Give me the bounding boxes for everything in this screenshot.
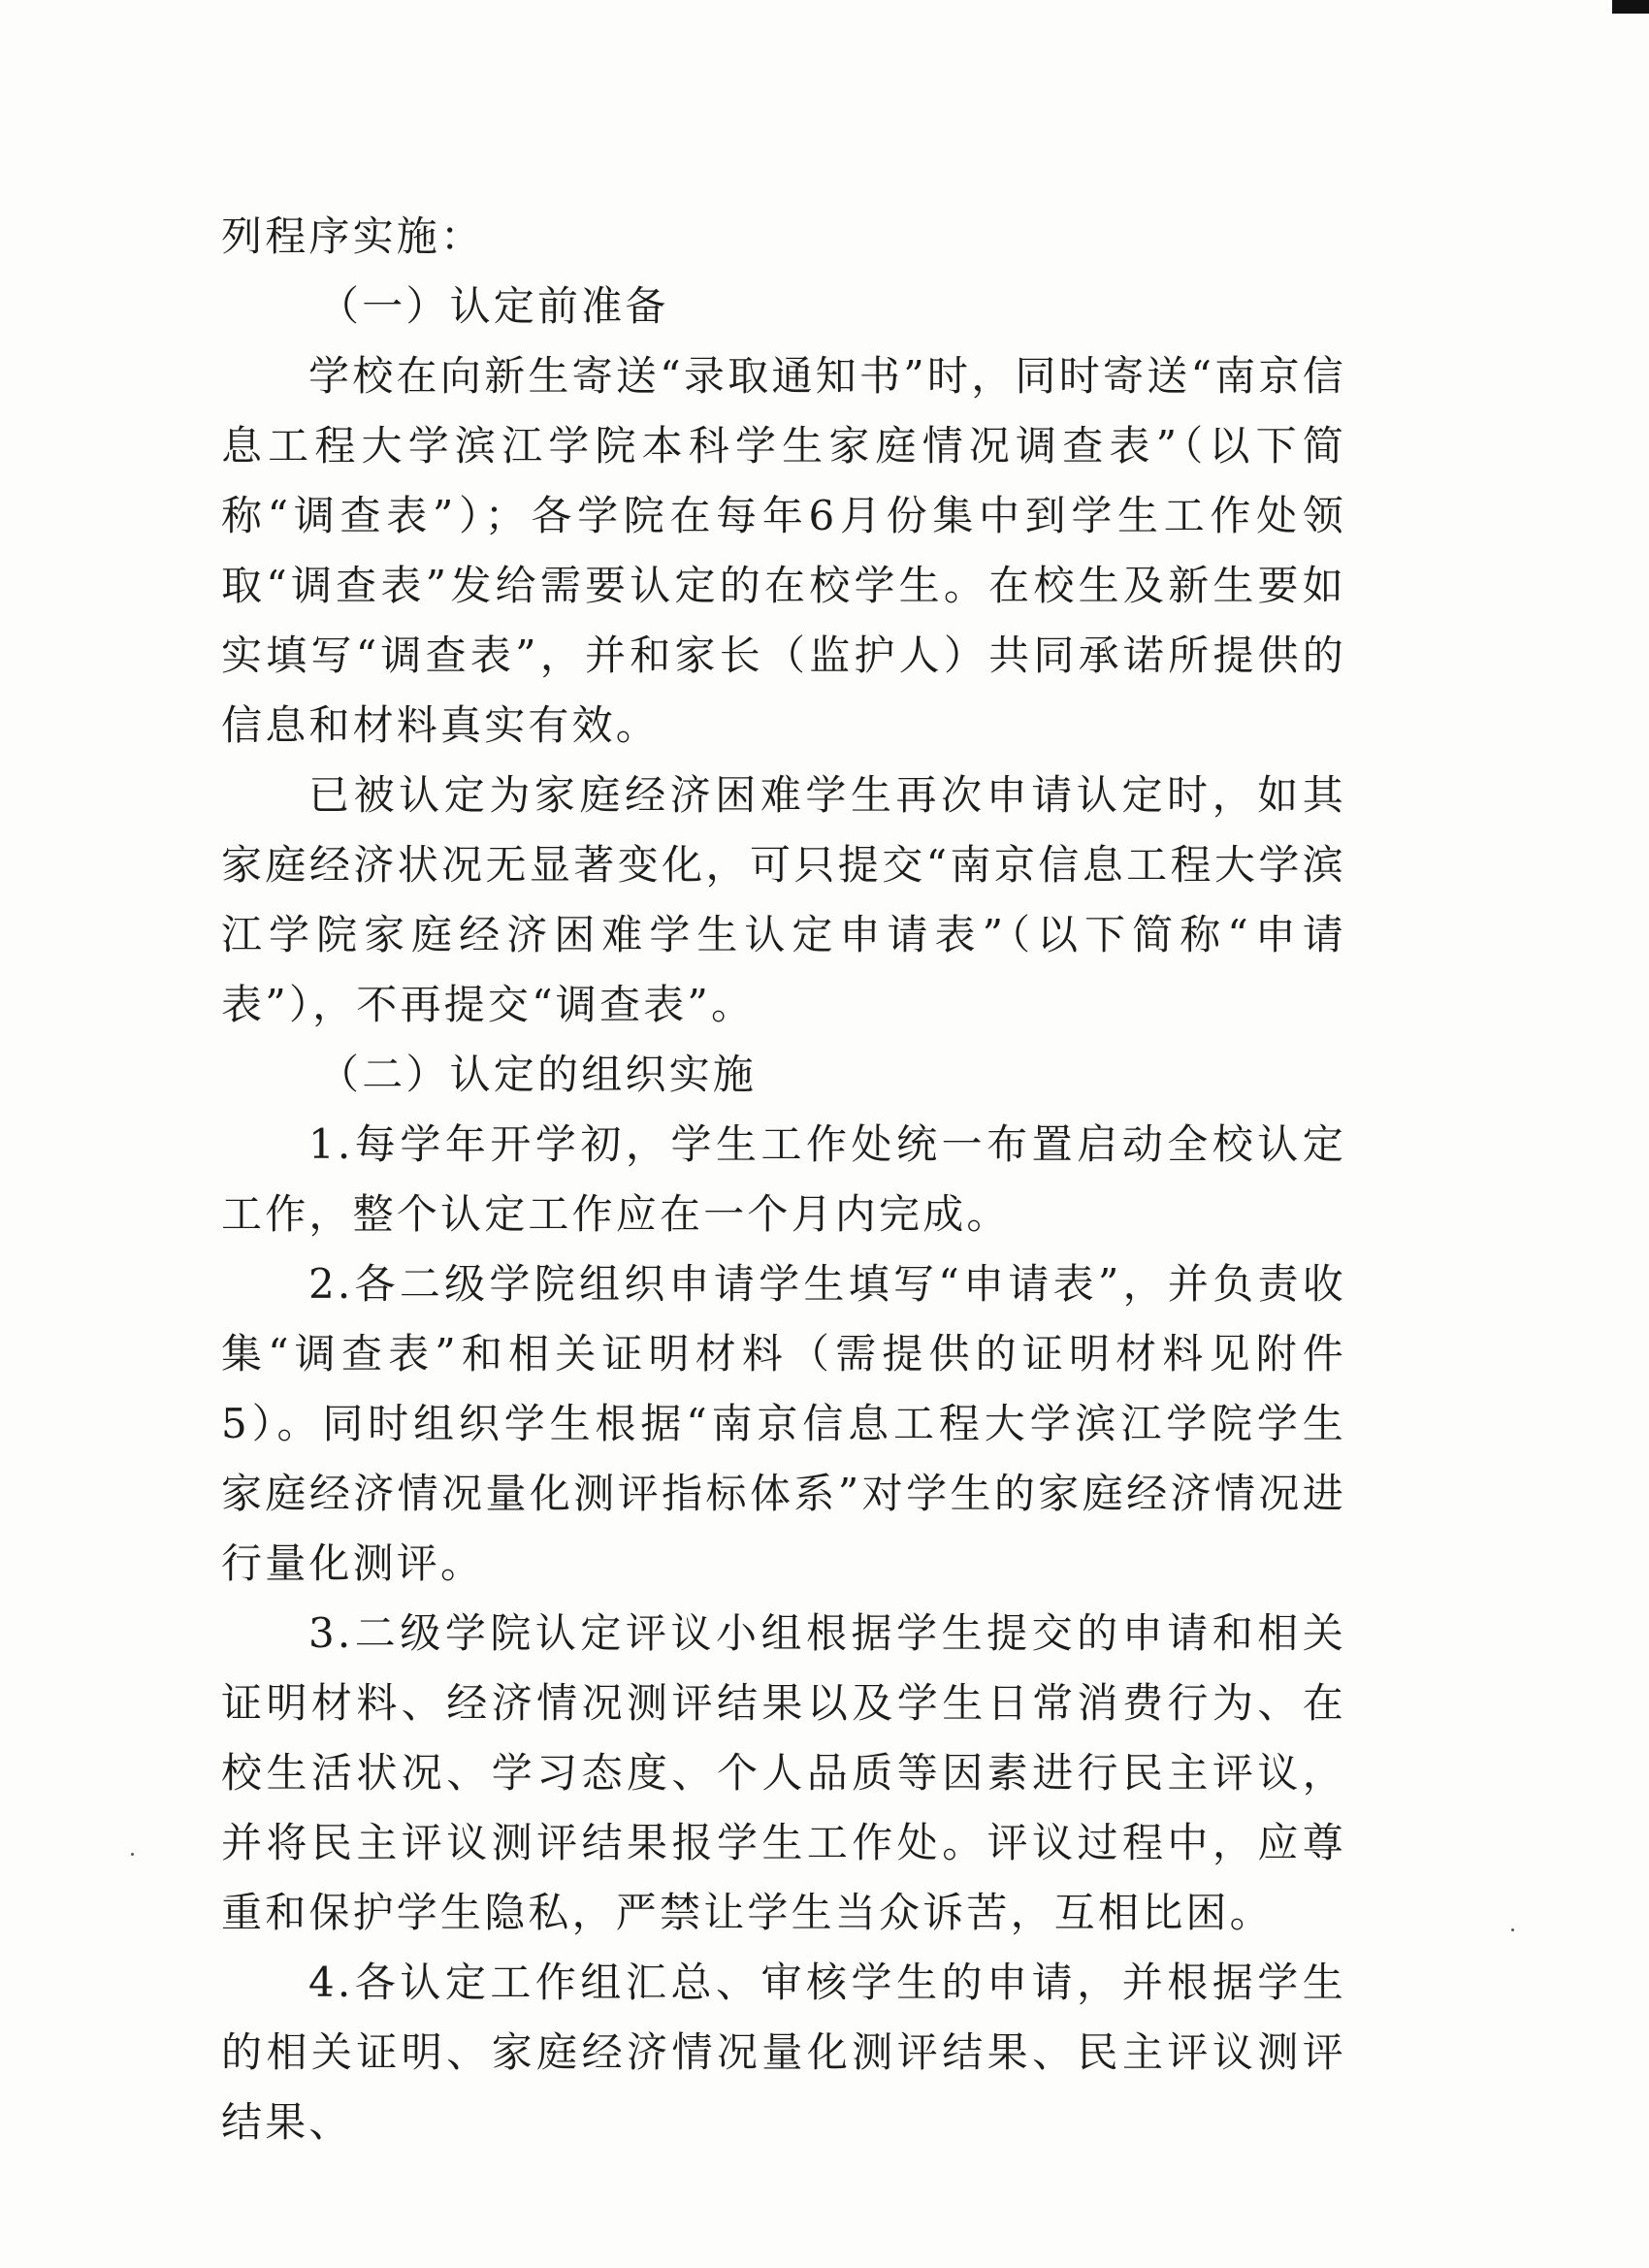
scan-speck <box>131 1853 134 1856</box>
scan-speck <box>1511 1928 1514 1931</box>
paragraph-item-2: 2.各二级学院组织申请学生填写“申请表”，并负责收集“调查表”和相关证明材料（需提供的证明材料见附件5）。同时组织学生根据“南京信息工程大学滨江学院学生家庭经济情况量化测评指标体系”对学生的家庭经济情况进行量化测评。 <box>221 1260 1346 1587</box>
paragraph-item-1: 1.每学年开学初，学生工作处统一布置启动全校认定工作，整个认定工作应在一个月内完成。 <box>221 1120 1346 1238</box>
section-heading-preparation: （一）认定前准备 <box>318 282 669 330</box>
paragraph-survey-form: 学校在向新生寄送“录取通知书”时，同时寄送“南京信息工程大学滨江学院本科学生家庭情况调查表”（以下简称“调查表”）；各学院在每年6月份集中到学生工作处领取“调查表”发给需要认定的在校学生。在校生及新生要如实填写“调查表”，并和家长（监护人）共同承诺所提供的信息和材料真实有效。 <box>221 352 1346 749</box>
paragraph-item-4: 4.各认定工作组汇总、审核学生的申请，并根据学生的相关证明、家庭经济情况量化测评结果、民主评议测评结果、 <box>221 1959 1346 2146</box>
paragraph-item-3: 3.二级学院认定评议小组根据学生提交的申请和相关证明材料、经济情况测评结果以及学生日常消费行为、在校生活状况、学习态度、个人品质等因素进行民主评议，并将民主评议测评结果报学生工作处。评议过程中，应尊重和保护学生隐私，严禁让学生当众诉苦，互相比困。 <box>221 1609 1346 1936</box>
section-heading-implementation: （二）认定的组织实施 <box>318 1051 758 1098</box>
document-body <box>221 202 1346 2157</box>
paragraph-reapplication: 已被认定为家庭经济困难学生再次申请认定时，如其家庭经济状况无显著变化，可只提交“南京信息工程大学滨江学院家庭经济困难学生认定申请表”（以下简称“申请表”），不再提交“调查表”。 <box>221 771 1346 1028</box>
scan-edge-mark <box>1612 0 1649 14</box>
paragraph-continuation: 列程序实施： <box>221 212 485 260</box>
